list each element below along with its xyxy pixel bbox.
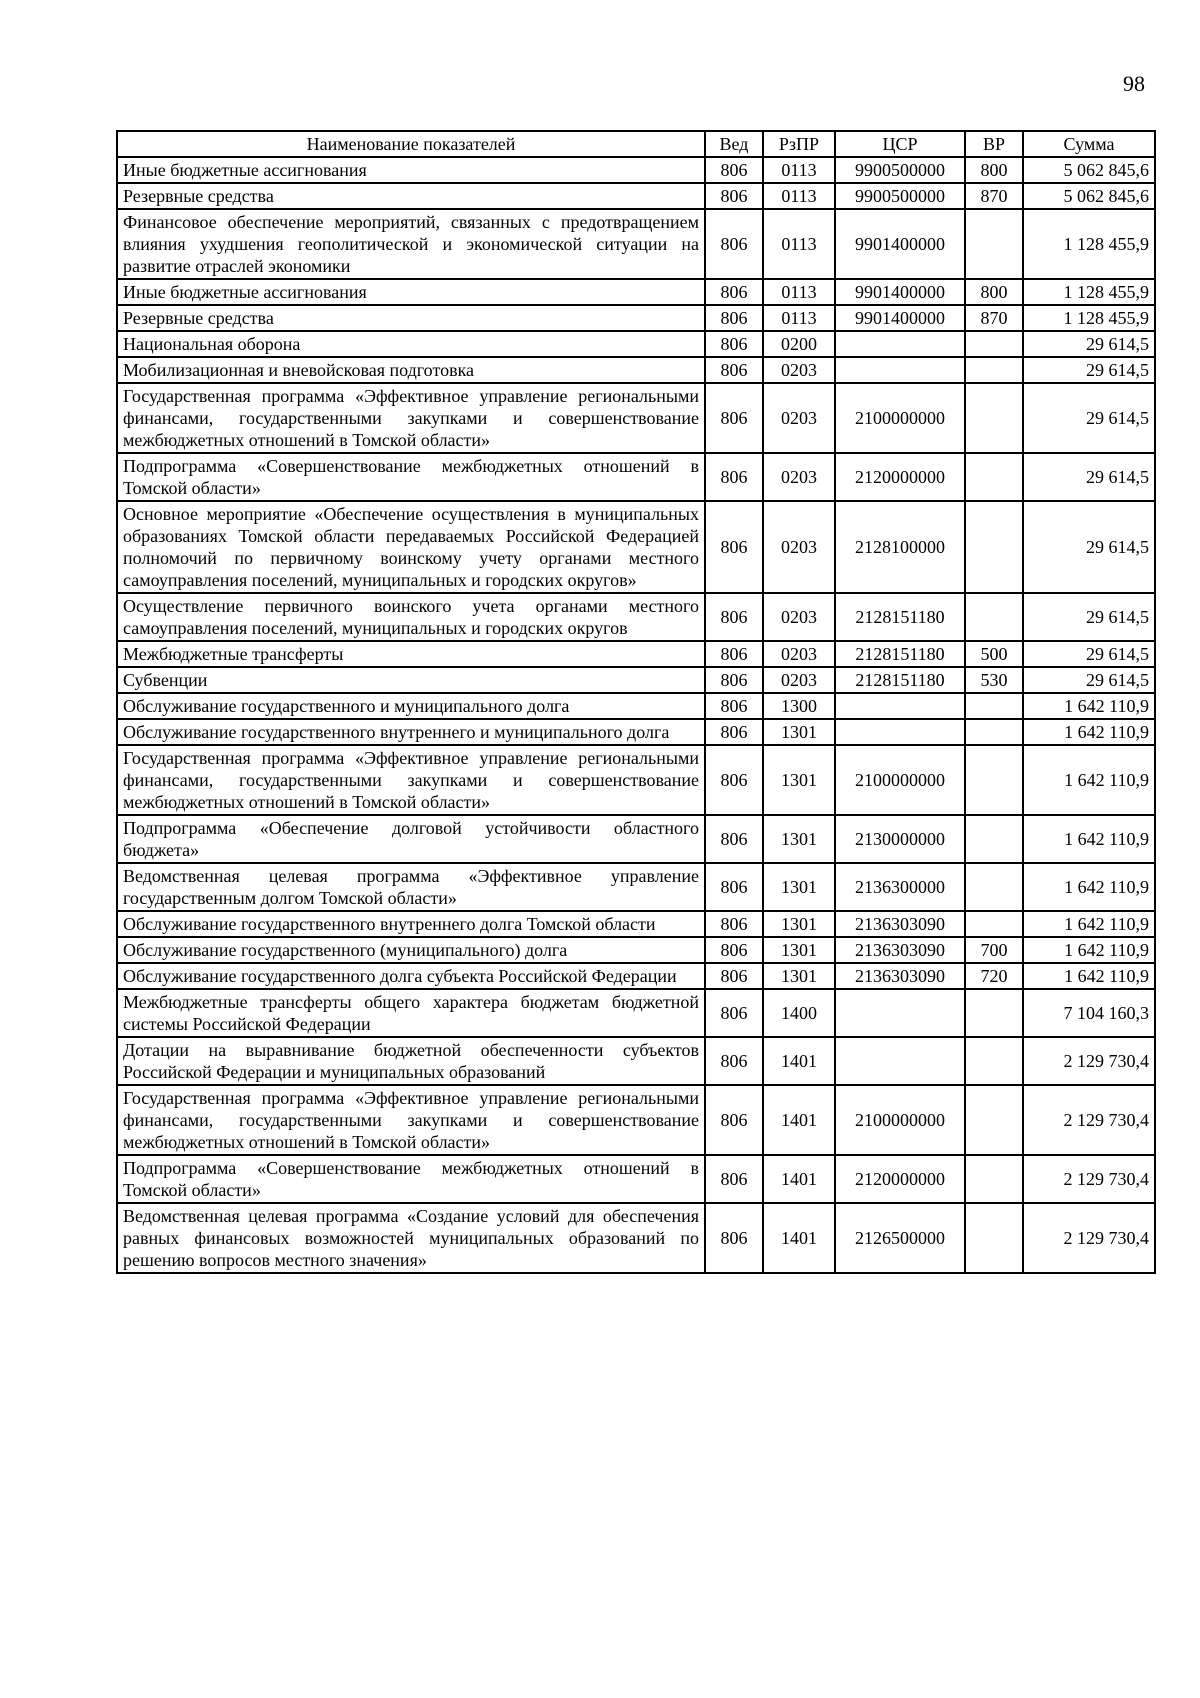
- cell-csr: 2120000000: [835, 453, 965, 501]
- table-row: [117, 357, 1155, 383]
- cell-vr: [965, 357, 1023, 383]
- cell-ved: 806: [705, 357, 763, 383]
- cell-name: Обслуживание государственного (муниципального) долга: [117, 937, 705, 963]
- cell-name: Национальная оборона: [117, 331, 705, 357]
- cell-sum: 29 614,5: [1023, 667, 1155, 693]
- cell-csr: 9901400000: [835, 209, 965, 279]
- cell-vr: [965, 693, 1023, 719]
- cell-rzpr: 0200: [763, 331, 835, 357]
- cell-name: Государственная программа «Эффективное управление региональными финансами, государственными закупками и совершенствование межбюджетных отношений в Томской области»: [117, 745, 705, 815]
- cell-rzpr: 1300: [763, 693, 835, 719]
- table-row: [117, 1155, 1155, 1203]
- table-row: [117, 719, 1155, 745]
- cell-ved: 806: [705, 989, 763, 1037]
- cell-rzpr: 1401: [763, 1155, 835, 1203]
- cell-name: Финансовое обеспечение мероприятий, связанных с предотвращением влияния ухудшения геополитической и экономической ситуации на развитие отраслей экономики: [117, 209, 705, 279]
- cell-ved: 806: [705, 937, 763, 963]
- cell-sum: 1 642 110,9: [1023, 815, 1155, 863]
- cell-name: Межбюджетные трансферты общего характера бюджетам бюджетной системы Российской Федерации: [117, 989, 705, 1037]
- cell-rzpr: 1301: [763, 911, 835, 937]
- cell-csr: 9901400000: [835, 279, 965, 305]
- table-row: [117, 745, 1155, 815]
- table-row: [117, 815, 1155, 863]
- cell-csr: 2136303090: [835, 937, 965, 963]
- cell-name: Ведомственная целевая программа «Создание условий для обеспечения равных финансовых возможностей муниципальных образований по решению вопросов местного значения»: [117, 1203, 705, 1273]
- cell-rzpr: 1301: [763, 937, 835, 963]
- column-header-ved: Вед: [705, 131, 763, 157]
- cell-vr: [965, 383, 1023, 453]
- cell-ved: 806: [705, 501, 763, 593]
- cell-csr: 9900500000: [835, 157, 965, 183]
- cell-vr: 530: [965, 667, 1023, 693]
- cell-name: Государственная программа «Эффективное управление региональными финансами, государственными закупками и совершенствование межбюджетных отношений в Томской области»: [117, 1085, 705, 1155]
- column-header-sum: Сумма: [1023, 131, 1155, 157]
- table-row: [117, 1203, 1155, 1273]
- cell-rzpr: 1401: [763, 1203, 835, 1273]
- cell-vr: [965, 209, 1023, 279]
- cell-csr: 9901400000: [835, 305, 965, 331]
- cell-name: Обслуживание государственного внутреннего долга Томской области: [117, 911, 705, 937]
- cell-ved: 806: [705, 815, 763, 863]
- table-row: [117, 157, 1155, 183]
- cell-vr: [965, 911, 1023, 937]
- cell-rzpr: 0203: [763, 383, 835, 453]
- cell-name: Подпрограмма «Обеспечение долговой устойчивости областного бюджета»: [117, 815, 705, 863]
- cell-name: Обслуживание государственного внутреннего и муниципального долга: [117, 719, 705, 745]
- cell-vr: 870: [965, 183, 1023, 209]
- table-row: [117, 1085, 1155, 1155]
- cell-sum: 1 642 110,9: [1023, 719, 1155, 745]
- cell-rzpr: 1301: [763, 719, 835, 745]
- table-row: [117, 863, 1155, 911]
- cell-rzpr: 0203: [763, 501, 835, 593]
- cell-ved: 806: [705, 383, 763, 453]
- table-row: [117, 501, 1155, 593]
- cell-sum: 5 062 845,6: [1023, 183, 1155, 209]
- cell-sum: 29 614,5: [1023, 357, 1155, 383]
- cell-rzpr: 0203: [763, 593, 835, 641]
- cell-sum: 29 614,5: [1023, 501, 1155, 593]
- cell-csr: [835, 331, 965, 357]
- cell-csr: [835, 357, 965, 383]
- cell-name: Обслуживание государственного долга субъекта Российской Федерации: [117, 963, 705, 989]
- cell-csr: 2128151180: [835, 641, 965, 667]
- cell-name: Обслуживание государственного и муниципального долга: [117, 693, 705, 719]
- cell-name: Подпрограмма «Совершенствование межбюджетных отношений в Томской области»: [117, 453, 705, 501]
- cell-csr: 2128100000: [835, 501, 965, 593]
- cell-name: Государственная программа «Эффективное управление региональными финансами, государственными закупками и совершенствование межбюджетных отношений в Томской области»: [117, 383, 705, 453]
- cell-csr: 2128151180: [835, 593, 965, 641]
- cell-csr: [835, 693, 965, 719]
- cell-name: Дотации на выравнивание бюджетной обеспеченности субъектов Российской Федерации и муниципальных образований: [117, 1037, 705, 1085]
- cell-rzpr: 1401: [763, 1085, 835, 1155]
- cell-vr: [965, 331, 1023, 357]
- table-row: [117, 279, 1155, 305]
- table-row: [117, 593, 1155, 641]
- cell-vr: 870: [965, 305, 1023, 331]
- cell-vr: [965, 989, 1023, 1037]
- cell-sum: 1 128 455,9: [1023, 209, 1155, 279]
- column-header-vr: ВР: [965, 131, 1023, 157]
- cell-ved: 806: [705, 183, 763, 209]
- cell-name: Субвенции: [117, 667, 705, 693]
- table-row: [117, 183, 1155, 209]
- cell-csr: 2136300000: [835, 863, 965, 911]
- page-number: 98: [1123, 71, 1145, 96]
- cell-ved: 806: [705, 1085, 763, 1155]
- cell-ved: 806: [705, 693, 763, 719]
- cell-csr: 2100000000: [835, 383, 965, 453]
- cell-name: Подпрограмма «Совершенствование межбюджетных отношений в Томской области»: [117, 1155, 705, 1203]
- cell-sum: 2 129 730,4: [1023, 1203, 1155, 1273]
- table-row: [117, 963, 1155, 989]
- column-header-csr: ЦСР: [835, 131, 965, 157]
- cell-ved: 806: [705, 641, 763, 667]
- cell-csr: 2130000000: [835, 815, 965, 863]
- table-row: [117, 209, 1155, 279]
- cell-csr: 2128151180: [835, 667, 965, 693]
- table-row: [117, 989, 1155, 1037]
- cell-vr: 500: [965, 641, 1023, 667]
- cell-vr: [965, 863, 1023, 911]
- cell-rzpr: 0113: [763, 157, 835, 183]
- cell-rzpr: 0113: [763, 305, 835, 331]
- table-row: [117, 693, 1155, 719]
- cell-vr: [965, 1037, 1023, 1085]
- cell-sum: 2 129 730,4: [1023, 1085, 1155, 1155]
- table-row: [117, 331, 1155, 357]
- table-row: [117, 667, 1155, 693]
- cell-sum: 29 614,5: [1023, 453, 1155, 501]
- cell-sum: 1 642 110,9: [1023, 937, 1155, 963]
- cell-vr: 800: [965, 157, 1023, 183]
- cell-sum: 1 642 110,9: [1023, 745, 1155, 815]
- cell-rzpr: 1401: [763, 1037, 835, 1085]
- cell-vr: [965, 1085, 1023, 1155]
- cell-rzpr: 0203: [763, 641, 835, 667]
- cell-csr: [835, 719, 965, 745]
- cell-csr: 2100000000: [835, 745, 965, 815]
- table-row: [117, 937, 1155, 963]
- cell-sum: 29 614,5: [1023, 331, 1155, 357]
- cell-rzpr: 0203: [763, 667, 835, 693]
- cell-csr: 2100000000: [835, 1085, 965, 1155]
- cell-name: Основное мероприятие «Обеспечение осуществления в муниципальных образованиях Томской области передаваемых Российской Федерацией полномочий по первичному воинскому учету органами местного самоуправления поселений, муниципальных и городских округов»: [117, 501, 705, 593]
- cell-name: Резервные средства: [117, 305, 705, 331]
- cell-ved: 806: [705, 911, 763, 937]
- cell-csr: 2136303090: [835, 911, 965, 937]
- cell-vr: 720: [965, 963, 1023, 989]
- cell-name: Иные бюджетные ассигнования: [117, 157, 705, 183]
- cell-ved: 806: [705, 863, 763, 911]
- cell-vr: [965, 1155, 1023, 1203]
- cell-vr: [965, 719, 1023, 745]
- cell-sum: 2 129 730,4: [1023, 1037, 1155, 1085]
- cell-sum: 2 129 730,4: [1023, 1155, 1155, 1203]
- cell-name: Межбюджетные трансферты: [117, 641, 705, 667]
- cell-ved: 806: [705, 331, 763, 357]
- cell-vr: [965, 1203, 1023, 1273]
- cell-rzpr: 0113: [763, 279, 835, 305]
- cell-name: Осуществление первичного воинского учета органами местного самоуправления поселений, муниципальных и городских округов: [117, 593, 705, 641]
- cell-rzpr: 0113: [763, 183, 835, 209]
- cell-rzpr: 1301: [763, 815, 835, 863]
- cell-ved: 806: [705, 209, 763, 279]
- cell-csr: 2126500000: [835, 1203, 965, 1273]
- cell-ved: 806: [705, 157, 763, 183]
- cell-vr: [965, 815, 1023, 863]
- cell-sum: 29 614,5: [1023, 593, 1155, 641]
- cell-rzpr: 1400: [763, 989, 835, 1037]
- cell-sum: 1 642 110,9: [1023, 963, 1155, 989]
- cell-sum: 1 642 110,9: [1023, 911, 1155, 937]
- cell-name: Ведомственная целевая программа «Эффективное управление государственным долгом Томской области»: [117, 863, 705, 911]
- cell-sum: 5 062 845,6: [1023, 157, 1155, 183]
- column-header-rzpr: РзПР: [763, 131, 835, 157]
- cell-ved: 806: [705, 279, 763, 305]
- cell-name: Резервные средства: [117, 183, 705, 209]
- cell-sum: 29 614,5: [1023, 641, 1155, 667]
- cell-vr: [965, 501, 1023, 593]
- table-body: [117, 157, 1155, 1273]
- cell-rzpr: 0203: [763, 453, 835, 501]
- cell-csr: 2136303090: [835, 963, 965, 989]
- cell-ved: 806: [705, 1155, 763, 1203]
- cell-csr: 2120000000: [835, 1155, 965, 1203]
- cell-rzpr: 1301: [763, 963, 835, 989]
- budget-table: [116, 130, 1156, 1274]
- cell-sum: 1 128 455,9: [1023, 305, 1155, 331]
- cell-csr: [835, 989, 965, 1037]
- table-row: [117, 383, 1155, 453]
- cell-name: Мобилизационная и вневойсковая подготовка: [117, 357, 705, 383]
- cell-sum: 1 128 455,9: [1023, 279, 1155, 305]
- cell-rzpr: 0203: [763, 357, 835, 383]
- cell-ved: 806: [705, 1037, 763, 1085]
- column-header-name: Наименование показателей: [117, 131, 705, 157]
- cell-sum: 29 614,5: [1023, 383, 1155, 453]
- cell-ved: 806: [705, 719, 763, 745]
- table-row: [117, 1037, 1155, 1085]
- cell-ved: 806: [705, 1203, 763, 1273]
- cell-rzpr: 1301: [763, 863, 835, 911]
- cell-ved: 806: [705, 453, 763, 501]
- cell-csr: 9900500000: [835, 183, 965, 209]
- cell-sum: 1 642 110,9: [1023, 863, 1155, 911]
- cell-rzpr: 1301: [763, 745, 835, 815]
- header-row: [117, 131, 1155, 157]
- cell-vr: [965, 453, 1023, 501]
- cell-name: Иные бюджетные ассигнования: [117, 279, 705, 305]
- cell-sum: 7 104 160,3: [1023, 989, 1155, 1037]
- cell-csr: [835, 1037, 965, 1085]
- cell-rzpr: 0113: [763, 209, 835, 279]
- cell-ved: 806: [705, 593, 763, 641]
- table-row: [117, 305, 1155, 331]
- cell-vr: [965, 745, 1023, 815]
- cell-ved: 806: [705, 667, 763, 693]
- cell-sum: 1 642 110,9: [1023, 693, 1155, 719]
- cell-ved: 806: [705, 963, 763, 989]
- cell-vr: 700: [965, 937, 1023, 963]
- table-row: [117, 453, 1155, 501]
- table-row: [117, 641, 1155, 667]
- table-row: [117, 911, 1155, 937]
- cell-ved: 806: [705, 305, 763, 331]
- cell-vr: 800: [965, 279, 1023, 305]
- cell-ved: 806: [705, 745, 763, 815]
- cell-vr: [965, 593, 1023, 641]
